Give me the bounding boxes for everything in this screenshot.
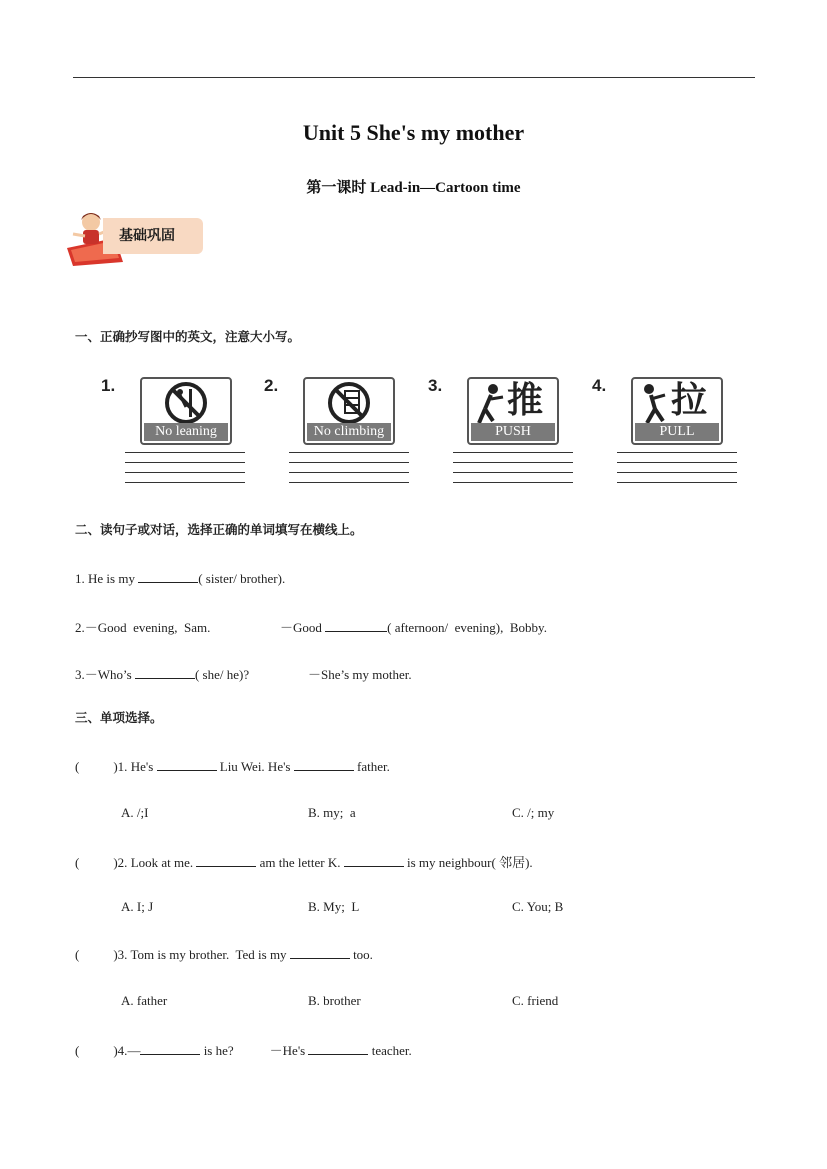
answer-blank[interactable] [344, 854, 404, 867]
no-leaning-sign [140, 377, 232, 445]
option-c[interactable]: C. friend [512, 993, 559, 1008]
writing-lines[interactable] [617, 452, 737, 492]
option-a[interactable]: A. /;I [121, 805, 149, 820]
sign-number: 2. [264, 376, 279, 395]
option-b[interactable]: B. My; L [308, 899, 360, 914]
page-title: Unit 5 She's my mother [302, 120, 525, 145]
fill-sentence: 2.－Good evening, Sam. [75, 620, 211, 635]
option-b[interactable]: B. my; a [308, 805, 356, 820]
writing-lines[interactable] [289, 452, 409, 492]
lesson-subtitle: 第一课时 Lead-in—Cartoon time [306, 180, 521, 196]
answer-blank[interactable] [135, 666, 195, 679]
no-climbing-sign [303, 377, 395, 445]
answer-blank[interactable] [196, 854, 256, 867]
no-leaning-icon [142, 379, 230, 425]
sign-caption: PULL [635, 423, 719, 441]
push-sign [467, 377, 559, 445]
writing-lines[interactable] [453, 452, 573, 492]
answer-blank[interactable] [325, 619, 387, 632]
answer-blank[interactable] [290, 946, 350, 959]
pull-sign [631, 377, 723, 445]
section-2-heading: 二、读句子或对话，选择正确的单词填写在横线上。 [75, 522, 363, 537]
answer-blank[interactable] [138, 570, 198, 583]
fill-sentence: 3.－Who’s ( she/ he)? [75, 667, 250, 682]
question-4: ( )4.— is he? －He's teacher. [75, 1043, 412, 1058]
sign-number: 4. [592, 376, 607, 395]
person-pushing-icon [475, 381, 505, 425]
section-1-heading: 一、正确抄写图中的英文，注意大小写。 [75, 329, 301, 344]
option-a[interactable]: A. father [121, 993, 168, 1008]
sign-caption: No climbing [307, 423, 391, 441]
option-c[interactable]: C. You; B [512, 899, 564, 914]
answer-blank[interactable] [157, 758, 217, 771]
answer-blank[interactable] [294, 758, 354, 771]
answer-blank[interactable] [308, 1042, 368, 1055]
option-b[interactable]: B. brother [308, 993, 361, 1008]
sign-number: 1. [101, 376, 116, 395]
no-climbing-icon [305, 379, 393, 425]
sign-glyph: 推 [507, 380, 544, 421]
fill-sentence: －Good ( afternoon/ evening), Bobby. [280, 620, 547, 635]
sign-number: 3. [428, 376, 443, 395]
section-3-heading: 三、单项选择。 [75, 710, 163, 725]
header-rule [73, 77, 755, 78]
option-a[interactable]: A. I; J [121, 899, 154, 914]
sign-glyph: 拉 [671, 380, 708, 421]
person-pulling-icon [639, 381, 669, 425]
sign-caption: PUSH [471, 423, 555, 441]
question-2: ( )2. Look at me. am the letter K. is my neighbour( 邻居). [75, 855, 533, 870]
question-3: ( )3. Tom is my brother. Ted is my too. [75, 947, 373, 962]
fill-sentence: 1. He is my ( sister/ brother). [75, 571, 286, 586]
question-1: ( )1. He's Liu Wei. He's father. [75, 759, 390, 774]
option-c[interactable]: C. /; my [512, 805, 555, 820]
section-badge: 基础巩固 [103, 218, 203, 254]
fill-sentence: －She’s my mother. [308, 667, 412, 682]
sign-caption: No leaning [144, 423, 228, 441]
writing-lines[interactable] [125, 452, 245, 492]
answer-blank[interactable] [140, 1042, 200, 1055]
